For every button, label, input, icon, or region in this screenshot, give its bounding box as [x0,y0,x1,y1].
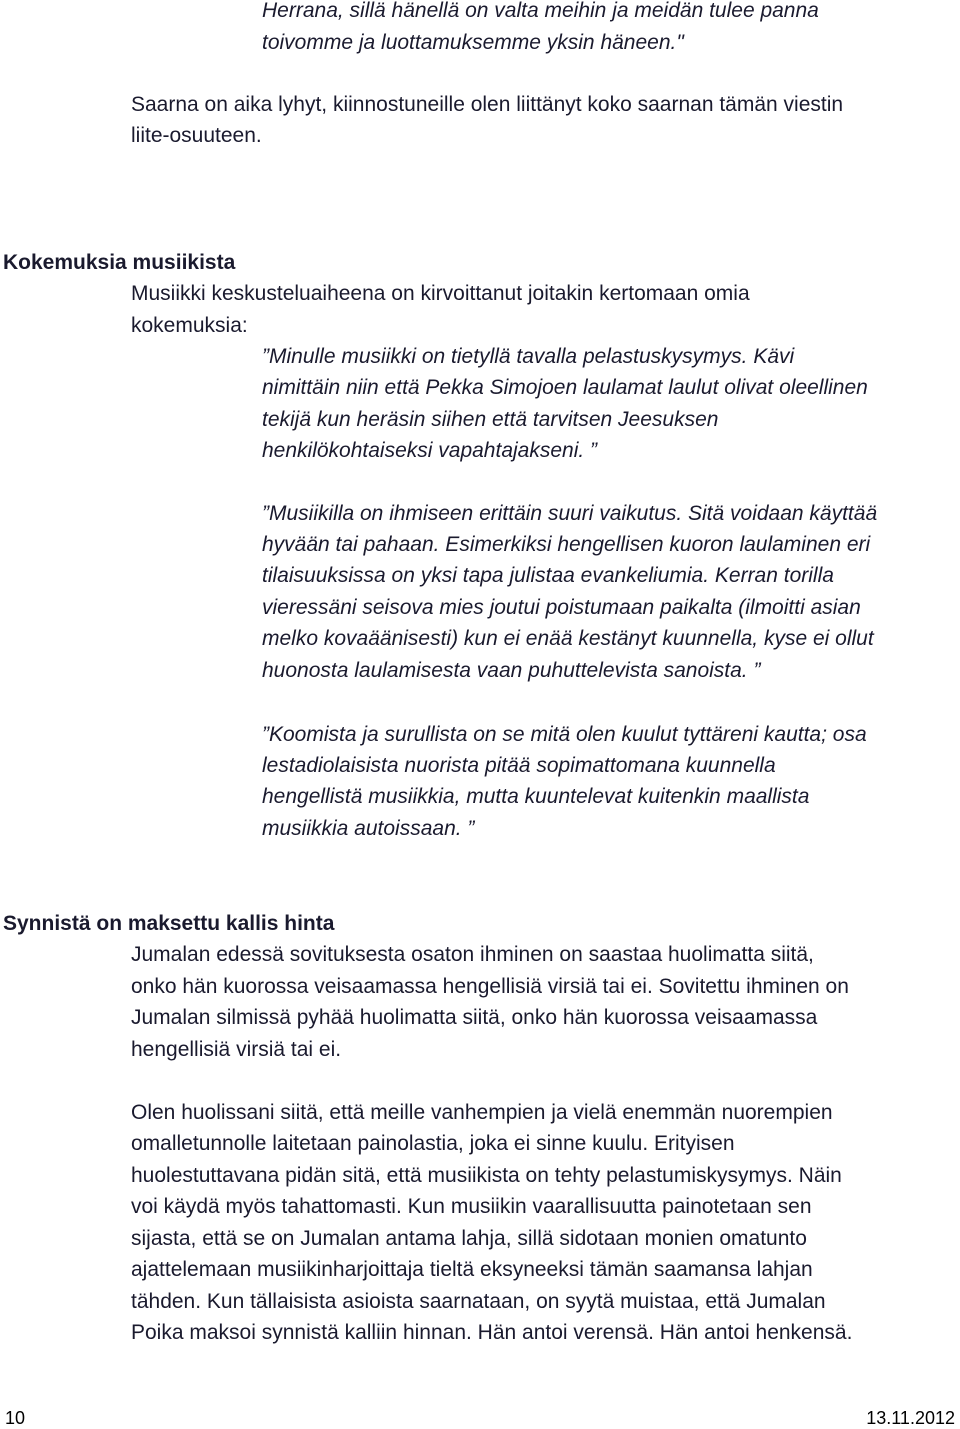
quote-top-line: toivomme ja luottamuksemme yksin häneen." [262,31,684,54]
quote2-line: hyvään tai pahaan. Esimerkiksi hengellisen kuoron laulaminen eri [262,533,871,556]
quote3-line: ”Koomista ja surullista on se mitä olen kuulut tyttäreni kautta; osa [262,723,867,746]
quote2-line: huonosta laulamisesta vaan puhuttelevista sanoista. ” [262,659,761,682]
quote3-line: lestadiolaisista nuorista pitää sopimattomana kuunnella [262,754,776,777]
sin-para2-line: Olen huolissani siitä, että meille vanhempien ja vielä enemmän nuorempien [131,1101,833,1124]
quote3-line: musiikkia autoissaan. ” [262,817,475,840]
sin-para2-line: ajattelemaan musiikinharjoittaja tieltä eksyneeksi tämän saamansa lahjan [131,1258,813,1281]
page-number: 10 [5,1408,26,1428]
intro-line: liite-osuuteen. [131,124,262,147]
sin-para1-line: Jumalan silmissä pyhää huolimatta siitä, onko hän kuorossa veisaamassa [131,1006,818,1029]
quote3-line: hengellistä musiikkia, mutta kuuntelevat kuitenkin maallista [262,785,810,808]
quote1-line: ”Minulle musiikki on tietyllä tavalla pelastuskysymys. Kävi [262,345,795,368]
section-heading-sin: Synnistä on maksettu kallis hinta [3,912,335,935]
music-intro-line: kokemuksia: [131,314,248,337]
sin-para2-line: sijasta, että se on Jumalan antama lahja, sillä sidotaan monien omatunto [131,1227,807,1250]
quote2-line: vieressäni seisova mies joutui poistumaan paikalta (ilmoitti asian [262,596,861,619]
intro-line: Saarna on aika lyhyt, kiinnostuneille olen liittänyt koko saarnan tämän viestin [131,93,844,116]
footer-date: 13.11.2012 [866,1408,955,1428]
sin-para1-line: hengellisiä virsiä tai ei. [131,1038,342,1061]
sin-para2-line: Poika maksoi synnistä kalliin hinnan. Hän antoi verensä. Hän antoi henkensä. [131,1321,853,1344]
quote2-line: melko kovaäänisesti) kun ei enää kestänyt kuunnella, kyse ei ollut [262,627,874,650]
quote1-line: nimittäin niin että Pekka Simojoen laulamat laulut olivat oleellinen [262,376,868,399]
quote1-line: henkilökohtaiseksi vapahtajakseni. ” [262,439,598,462]
section-heading-music: Kokemuksia musiikista [3,251,236,274]
music-intro-line: Musiikki keskusteluaiheena on kirvoittanut joitakin kertomaan omia [131,282,750,305]
quote-top-line: Herrana, sillä hänellä on valta meihin ja meidän tulee panna [262,0,819,22]
quote2-line: tilaisuuksissa on yksi tapa julistaa evankeliumia. Kerran torilla [262,564,834,587]
sin-para1-line: onko hän kuorossa veisaamassa hengellisiä virsiä tai ei. Sovitettu ihminen on [131,975,849,998]
quote1-line: tekijä kun heräsin siihen että tarvitsen Jeesuksen [262,408,719,431]
quote2-line: ”Musiikilla on ihmiseen erittäin suuri vaikutus. Sitä voidaan käyttää [262,502,878,525]
sin-para2-line: tähden. Kun tällaisista asioista saarnataan, on syytä muistaa, että Jumalan [131,1290,826,1313]
sin-para1-line: Jumalan edessä sovituksesta osaton ihminen on saastaa huolimatta siitä, [131,943,814,966]
sin-para2-line: omalletunnolle laitetaan painolastia, joka ei sinne kuulu. Erityisen [131,1132,735,1155]
sin-para2-line: voi käydä myös tahattomasti. Kun musiikin vaarallisuutta painotetaan sen [131,1195,812,1218]
sin-para2-line: huolestuttavana pidän sitä, että musiikista on tehty pelastumiskysymys. Näin [131,1164,842,1187]
